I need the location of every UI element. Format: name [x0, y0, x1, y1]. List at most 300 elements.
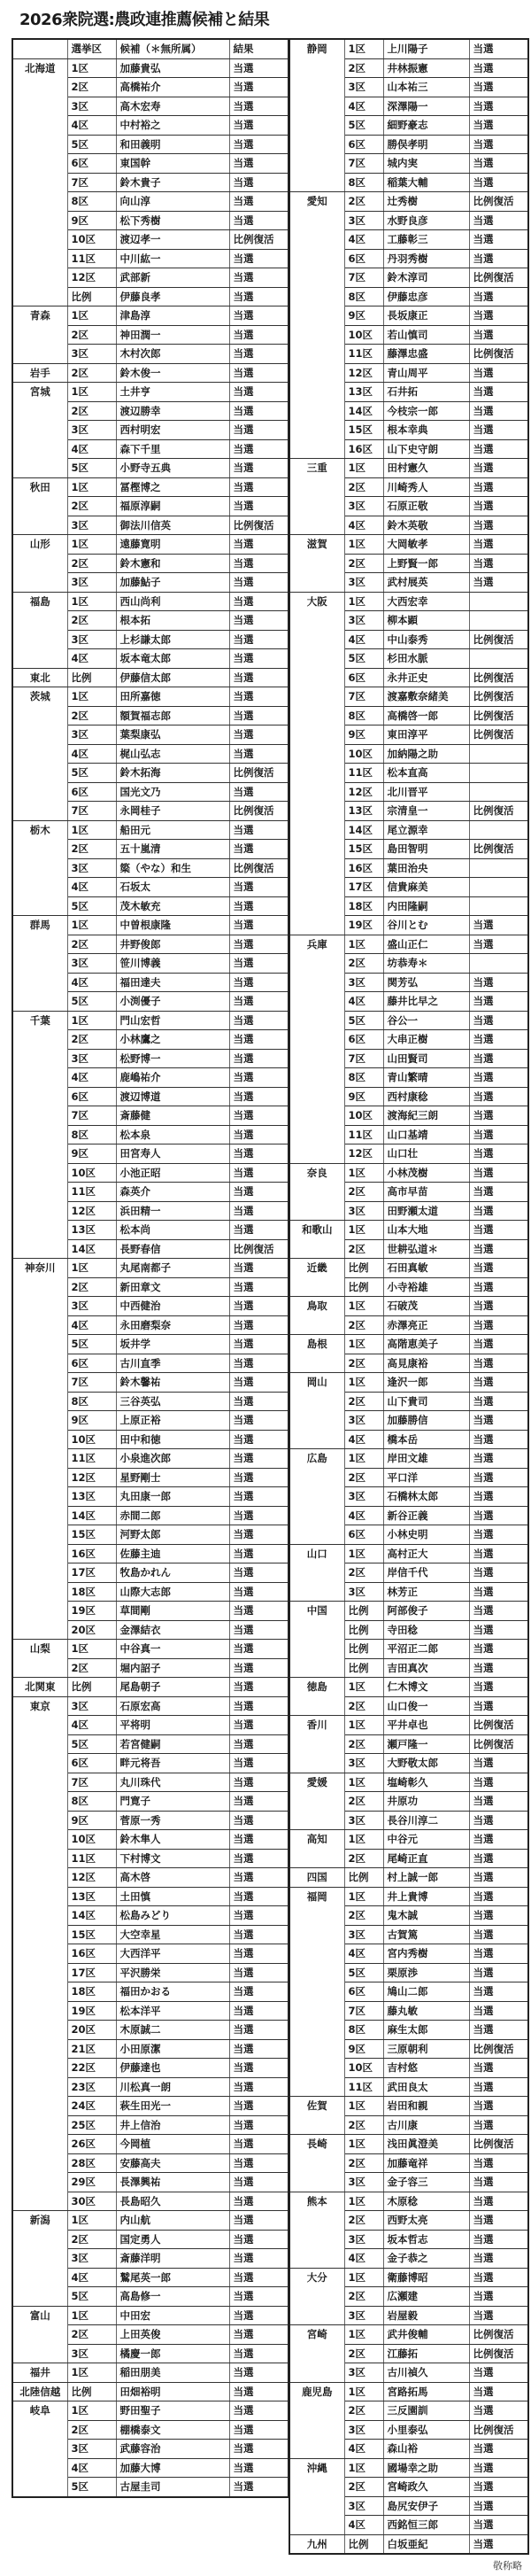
- table-row: [289, 935, 528, 954]
- candidate-cell: 井野俊郎: [116, 935, 229, 954]
- district-cell: 16区: [344, 439, 383, 459]
- candidate-cell: 根本拓: [116, 611, 229, 631]
- result-cell: 当選: [229, 1068, 289, 1088]
- table-row: [289, 2192, 528, 2211]
- candidate-cell: 斎藤健: [116, 1106, 229, 1126]
- candidate-cell: 平口洋: [383, 1468, 469, 1487]
- district-cell: 3区: [67, 2440, 116, 2459]
- result-cell: 当選: [469, 116, 528, 136]
- candidate-cell: 古賀篤: [383, 1925, 469, 1944]
- candidate-cell: 島尻安伊子: [383, 2496, 469, 2516]
- prefecture-cell: 滋賀: [289, 535, 344, 593]
- district-cell: 3区: [67, 954, 116, 974]
- result-cell: 当選: [469, 1373, 528, 1393]
- candidate-cell: 中川紘一: [116, 249, 229, 268]
- district-cell: 2区: [67, 554, 116, 573]
- prefecture-cell: 千葉: [12, 1011, 67, 1259]
- candidate-cell: 広瀬建: [383, 2287, 469, 2307]
- district-cell: 2区: [67, 78, 116, 97]
- district-cell: 比例: [344, 1658, 383, 1678]
- candidate-cell: 北川晋平: [383, 782, 469, 802]
- candidate-cell: 土田慎: [116, 1887, 229, 1906]
- candidate-cell: 福田達夫: [116, 973, 229, 992]
- district-cell: 18区: [344, 896, 383, 916]
- district-cell: 3区: [344, 1487, 383, 1507]
- result-cell: 当選: [469, 287, 528, 306]
- result-cell: 当選: [229, 1563, 289, 1583]
- candidate-cell: 木原稔: [383, 2192, 469, 2211]
- district-cell: 28区: [67, 2153, 116, 2173]
- result-cell: 当選: [229, 1754, 289, 1773]
- candidate-cell: 小寺裕雄: [383, 1277, 469, 1297]
- result-cell: 当選: [469, 58, 528, 78]
- candidate-cell: 永田磨梨奈: [116, 1315, 229, 1335]
- table-row: [12, 306, 289, 326]
- candidate-cell: 中村裕之: [116, 116, 229, 136]
- prefecture-cell: 島根: [289, 1335, 344, 1373]
- candidate-cell: 浜田精一: [116, 1201, 229, 1221]
- result-cell: 当選: [229, 1411, 289, 1431]
- prefecture-cell: 岩手: [12, 363, 67, 383]
- district-cell: 1区: [344, 459, 383, 478]
- result-cell: 当選: [469, 1925, 528, 1944]
- prefecture-cell: 沖縄: [289, 2458, 344, 2534]
- candidate-cell: 大西宏幸: [383, 592, 469, 611]
- district-cell: 22区: [67, 2059, 116, 2078]
- district-cell: 4区: [67, 1315, 116, 1335]
- district-cell: 11区: [67, 249, 116, 268]
- district-cell: 1区: [344, 1716, 383, 1735]
- candidate-cell: 白坂亜紀: [383, 2534, 469, 2554]
- result-cell: 比例復活: [229, 516, 289, 535]
- district-cell: 25区: [67, 2115, 116, 2135]
- candidate-cell: 渡嘉敷奈緒美: [383, 687, 469, 707]
- result-cell: 当選: [469, 1658, 528, 1678]
- result-cell: 当選: [229, 782, 289, 802]
- result-cell: 当選: [469, 1335, 528, 1354]
- result-cell: [469, 649, 528, 669]
- district-cell: 4区: [344, 230, 383, 250]
- district-cell: 2区: [344, 554, 383, 573]
- district-cell: 1区: [344, 2135, 383, 2154]
- result-cell: 当選: [229, 1011, 289, 1030]
- district-cell: 11区: [344, 1125, 383, 1144]
- district-cell: 2区: [67, 1277, 116, 1297]
- candidate-cell: 吉村悠: [383, 2059, 469, 2078]
- candidate-cell: 丹羽秀樹: [383, 249, 469, 268]
- result-cell: 比例復活: [229, 802, 289, 821]
- result-cell: 当選: [469, 973, 528, 992]
- district-cell: 8区: [67, 1792, 116, 1812]
- result-cell: 当選: [469, 1030, 528, 1050]
- candidate-cell: 伊藤良孝: [116, 287, 229, 306]
- district-cell: 1区: [344, 1773, 383, 1792]
- district-cell: 1区: [344, 935, 383, 954]
- result-cell: 比例復活: [469, 630, 528, 649]
- candidate-cell: 小林史明: [383, 1525, 469, 1545]
- district-cell: 5区: [67, 459, 116, 478]
- result-cell: 当選: [229, 630, 289, 649]
- prefecture-cell: 栃木: [12, 820, 67, 916]
- candidate-cell: 高木宏寿: [116, 97, 229, 116]
- candidate-cell: 西銘恒三郎: [383, 2516, 469, 2535]
- page-title: 2026衆院選:農政連推薦候補と結果: [19, 11, 270, 29]
- candidate-cell: 金子容三: [383, 2173, 469, 2192]
- result-cell: 当選: [469, 325, 528, 345]
- candidate-cell: 門寛子: [116, 1792, 229, 1812]
- candidate-cell: 宮路拓馬: [383, 2382, 469, 2401]
- result-cell: 当選: [229, 78, 289, 97]
- candidate-cell: 柳本顕: [383, 611, 469, 631]
- district-cell: 6区: [344, 668, 383, 687]
- result-cell: 当選: [229, 1658, 289, 1678]
- result-cell: [469, 744, 528, 764]
- prefecture-cell: 長崎: [289, 2135, 344, 2192]
- candidate-cell: 山口俊一: [383, 1696, 469, 1716]
- prefecture-cell: 佐賀: [289, 2097, 344, 2135]
- district-cell: 11区: [344, 2077, 383, 2097]
- result-cell: 当選: [469, 97, 528, 116]
- prefecture-cell: 静岡: [289, 39, 344, 192]
- district-cell: 2区: [344, 1354, 383, 1373]
- district-cell: 8区: [344, 173, 383, 192]
- district-cell: 1区: [344, 1335, 383, 1354]
- candidate-cell: 林芳正: [383, 1582, 469, 1602]
- result-cell: 当選: [469, 1277, 528, 1297]
- candidate-cell: 衛藤博昭: [383, 2268, 469, 2287]
- candidate-cell: 福田かおる: [116, 1982, 229, 2002]
- result-cell: 当選: [229, 2344, 289, 2363]
- candidate-cell: 小田原潔: [116, 2039, 229, 2059]
- table-row: [12, 383, 289, 402]
- candidate-cell: 佐藤主迪: [116, 1544, 229, 1563]
- result-cell: 当選: [229, 2325, 289, 2345]
- candidate-cell: 丸田康一郎: [116, 1487, 229, 1507]
- candidate-cell: 阿部俊子: [383, 1602, 469, 1621]
- candidate-cell: 松島みどり: [116, 1906, 229, 1926]
- table-row: [289, 1544, 528, 1563]
- candidate-cell: 岩田和親: [383, 2097, 469, 2116]
- candidate-cell: 高橋祐介: [116, 78, 229, 97]
- district-cell: 29区: [67, 2173, 116, 2192]
- candidate-cell: 青山周平: [383, 363, 469, 383]
- candidate-cell: 萩生田光一: [116, 2097, 229, 2116]
- candidate-cell: 谷公一: [383, 1011, 469, 1030]
- district-cell: 1区: [344, 39, 383, 58]
- prefecture-cell: 福岡: [289, 1887, 344, 2097]
- result-cell: 比例復活: [469, 668, 528, 687]
- table-row: [289, 1449, 528, 1469]
- candidate-cell: 津島淳: [116, 306, 229, 326]
- district-cell: 2区: [67, 611, 116, 631]
- result-cell: 当選: [229, 97, 289, 116]
- district-cell: 1区: [67, 1011, 116, 1030]
- candidate-cell: 星野剛士: [116, 1468, 229, 1487]
- result-cell: 当選: [229, 325, 289, 345]
- table-row: [12, 1678, 289, 1697]
- candidate-cell: 仁木博文: [383, 1678, 469, 1697]
- table-row: [12, 1696, 289, 1716]
- result-cell: 比例復活: [229, 764, 289, 783]
- candidate-cell: 内田隆嗣: [383, 896, 469, 916]
- candidate-cell: 新谷正義: [383, 1506, 469, 1525]
- district-cell: 3区: [344, 2496, 383, 2516]
- candidate-cell: 松本直高: [383, 764, 469, 783]
- district-cell: 7区: [67, 1373, 116, 1393]
- candidate-cell: 勝俣孝明: [383, 135, 469, 154]
- district-cell: 7区: [344, 2001, 383, 2021]
- result-cell: 当選: [469, 363, 528, 383]
- district-cell: 4区: [344, 992, 383, 1012]
- result-cell: 当選: [229, 459, 289, 478]
- district-cell: 19区: [67, 1602, 116, 1621]
- candidate-cell: 井上信治: [116, 2115, 229, 2135]
- table-row: [289, 1830, 528, 1850]
- result-cell: 当選: [229, 1163, 289, 1183]
- candidate-cell: 田畑裕明: [116, 2382, 229, 2401]
- candidate-cell: 山口基靖: [383, 1125, 469, 1144]
- result-cell: 比例復活: [469, 2039, 528, 2059]
- result-cell: 当選: [469, 1487, 528, 1507]
- candidate-cell: 額賀福志郎: [116, 706, 229, 725]
- district-cell: 5区: [67, 135, 116, 154]
- candidate-cell: 古川禎久: [383, 2363, 469, 2383]
- result-cell: 当選: [469, 211, 528, 230]
- candidate-cell: 世耕弘道＊: [383, 1239, 469, 1259]
- candidate-cell: 赤澤亮正: [383, 1315, 469, 1335]
- result-cell: 当選: [469, 1183, 528, 1202]
- district-cell: 3区: [344, 573, 383, 593]
- table-row: [12, 668, 289, 687]
- table-row: [289, 1868, 528, 1888]
- district-cell: 8区: [344, 287, 383, 306]
- table-row: [289, 1773, 528, 1792]
- result-cell: 当選: [229, 992, 289, 1012]
- candidate-cell: 簗（やな）和生: [116, 858, 229, 878]
- candidate-cell: 盛山正仁: [383, 935, 469, 954]
- candidate-cell: 冨樫博之: [116, 477, 229, 497]
- result-cell: 比例復活: [469, 2325, 528, 2345]
- district-cell: 3区: [67, 421, 116, 440]
- district-cell: 5区: [67, 2478, 116, 2497]
- district-cell: 5区: [67, 896, 116, 916]
- candidate-cell: 伊藤忠彦: [383, 287, 469, 306]
- district-cell: 1区: [344, 1887, 383, 1906]
- candidate-cell: 中谷真一: [116, 1640, 229, 1659]
- district-cell: 4区: [67, 116, 116, 136]
- district-cell: 2区: [67, 325, 116, 345]
- candidate-cell: 藤澤忠盛: [383, 345, 469, 364]
- district-cell: 21区: [67, 2039, 116, 2059]
- candidate-cell: 三反園訓: [383, 2401, 469, 2421]
- result-cell: 当選: [229, 1373, 289, 1393]
- candidate-cell: 森英介: [116, 1183, 229, 1202]
- district-cell: 2区: [67, 363, 116, 383]
- district-cell: 2区: [67, 497, 116, 516]
- candidate-cell: 岩屋毅: [383, 2306, 469, 2325]
- candidate-cell: 内山航: [116, 2211, 229, 2231]
- result-cell: 比例復活: [229, 858, 289, 878]
- table-row: [289, 2097, 528, 2116]
- candidate-cell: 山口壮: [383, 1144, 469, 1164]
- district-cell: 5区: [344, 649, 383, 669]
- district-cell: 3区: [67, 725, 116, 745]
- district-cell: 3区: [344, 611, 383, 631]
- result-cell: 当選: [229, 1582, 289, 1602]
- district-cell: 10区: [67, 230, 116, 250]
- result-cell: 当選: [469, 230, 528, 250]
- result-cell: 当選: [229, 706, 289, 725]
- result-cell: 当選: [229, 2382, 289, 2401]
- result-cell: 当選: [229, 2039, 289, 2059]
- candidate-cell: 森山裕: [383, 2440, 469, 2459]
- candidate-cell: 細野豪志: [383, 116, 469, 136]
- result-cell: 当選: [229, 1430, 289, 1449]
- candidate-cell: 江藤拓: [383, 2344, 469, 2363]
- candidate-cell: 遠藤寛明: [116, 535, 229, 555]
- result-cell: 当選: [229, 649, 289, 669]
- candidate-cell: 田宮寿人: [116, 1144, 229, 1164]
- candidate-cell: 船田元: [116, 820, 229, 840]
- district-cell: 3区: [344, 1411, 383, 1431]
- prefecture-cell: 福島: [12, 592, 67, 668]
- table-row: [289, 2458, 528, 2478]
- candidate-cell: 高橋啓一郎: [383, 706, 469, 725]
- district-cell: 1区: [344, 2097, 383, 2116]
- candidate-cell: 深澤陽一: [383, 97, 469, 116]
- district-cell: 10区: [344, 2059, 383, 2078]
- result-cell: 当選: [229, 2153, 289, 2173]
- candidate-cell: 伊藤信太郎: [116, 668, 229, 687]
- result-cell: 当選: [229, 1887, 289, 1906]
- candidate-cell: 根本幸典: [383, 421, 469, 440]
- district-cell: 12区: [67, 1201, 116, 1221]
- district-cell: 6区: [344, 1982, 383, 2002]
- district-cell: 6区: [344, 1030, 383, 1050]
- result-cell: 当選: [469, 2211, 528, 2231]
- prefecture-cell: 岡山: [289, 1373, 344, 1449]
- result-cell: 当選: [229, 2211, 289, 2231]
- candidate-cell: 今枝宗一郎: [383, 401, 469, 421]
- district-cell: 3区: [344, 2230, 383, 2249]
- result-cell: 当選: [469, 1239, 528, 1259]
- district-cell: 7区: [67, 173, 116, 192]
- district-cell: 8区: [344, 1068, 383, 1088]
- district-cell: 12区: [344, 363, 383, 383]
- district-cell: 5区: [67, 992, 116, 1012]
- candidate-cell: 梶山弘志: [116, 744, 229, 764]
- district-cell: 3区: [344, 497, 383, 516]
- district-cell: 4区: [67, 2268, 116, 2287]
- candidate-cell: 藤井比早之: [383, 992, 469, 1012]
- result-cell: 当選: [469, 2192, 528, 2211]
- candidate-cell: 大西洋平: [116, 1944, 229, 1964]
- result-cell: 当選: [229, 840, 289, 859]
- prefecture-cell: 三重: [289, 459, 344, 535]
- table-row: [12, 535, 289, 555]
- district-cell: 9区: [67, 1144, 116, 1164]
- district-cell: 18区: [67, 1982, 116, 2002]
- candidate-cell: 丸川珠代: [116, 1773, 229, 1792]
- result-cell: 当選: [469, 1773, 528, 1792]
- table-row: [12, 2306, 289, 2325]
- table-row: [289, 2268, 528, 2287]
- candidate-cell: 斎藤洋明: [116, 2249, 229, 2269]
- result-cell: 当選: [469, 1582, 528, 1602]
- district-cell: 2区: [344, 1906, 383, 1926]
- prefecture-cell: 秋田: [12, 477, 67, 535]
- table-row: [289, 1163, 528, 1183]
- candidate-cell: 葉梨康弘: [116, 725, 229, 745]
- district-cell: 6区: [67, 1754, 116, 1773]
- candidate-cell: 福原淳嗣: [116, 497, 229, 516]
- district-cell: 3区: [344, 2420, 383, 2440]
- candidate-cell: 西村明宏: [116, 421, 229, 440]
- result-cell: 当選: [229, 2115, 289, 2135]
- table-row: [12, 477, 289, 497]
- district-cell: 比例: [67, 668, 116, 687]
- result-cell: 当選: [229, 1678, 289, 1697]
- district-cell: 8区: [344, 2021, 383, 2040]
- result-cell: 当選: [229, 1315, 289, 1335]
- result-cell: 当選: [469, 154, 528, 174]
- result-cell: 当選: [469, 2059, 528, 2078]
- prefecture-cell: 神奈川: [12, 1259, 67, 1640]
- candidate-cell: 今岡植: [116, 2135, 229, 2154]
- district-cell: 5区: [67, 2287, 116, 2307]
- result-cell: 当選: [469, 2001, 528, 2021]
- result-cell: 当選: [229, 687, 289, 707]
- candidate-cell: 鹿嶋祐介: [116, 1068, 229, 1088]
- table-row: [289, 192, 528, 212]
- result-cell: 当選: [229, 1944, 289, 1964]
- result-cell: 当選: [229, 554, 289, 573]
- prefecture-cell: 大分: [289, 2268, 344, 2325]
- candidate-cell: 田野瀬太道: [383, 1201, 469, 1221]
- result-cell: 当選: [469, 1525, 528, 1545]
- result-cell: 当選: [469, 2306, 528, 2325]
- candidate-cell: 渡辺勝幸: [116, 401, 229, 421]
- candidate-cell: 鈴木貴子: [116, 173, 229, 192]
- candidate-cell: 城内実: [383, 154, 469, 174]
- district-cell: 1区: [344, 1449, 383, 1469]
- candidate-cell: 宮内秀樹: [383, 1944, 469, 1964]
- candidate-cell: 高市早苗: [383, 1183, 469, 1202]
- candidate-cell: 松本泉: [116, 1125, 229, 1144]
- table-row: [289, 459, 528, 478]
- prefecture-cell: 徳島: [289, 1678, 344, 1716]
- candidate-cell: 青山繁晴: [383, 1068, 469, 1088]
- candidate-cell: 金子恭之: [383, 2249, 469, 2269]
- district-cell: 5区: [344, 1011, 383, 1030]
- district-cell: 2区: [344, 1239, 383, 1259]
- candidate-cell: 高島修一: [116, 2287, 229, 2307]
- candidate-cell: 安藤高夫: [116, 2153, 229, 2173]
- result-cell: 当選: [229, 1792, 289, 1812]
- result-cell: 当選: [469, 1868, 528, 1888]
- district-cell: 1区: [67, 58, 116, 78]
- result-cell: 当選: [469, 1430, 528, 1449]
- candidate-cell: 長坂康正: [383, 306, 469, 326]
- district-cell: 1区: [344, 1544, 383, 1563]
- district-cell: 4区: [67, 744, 116, 764]
- district-cell: 13区: [67, 1221, 116, 1240]
- candidate-cell: 辻秀樹: [383, 192, 469, 212]
- district-cell: 1区: [67, 820, 116, 840]
- district-cell: 3区: [344, 78, 383, 97]
- candidate-cell: 村上誠一郎: [383, 1868, 469, 1888]
- district-cell: 3区: [67, 1297, 116, 1316]
